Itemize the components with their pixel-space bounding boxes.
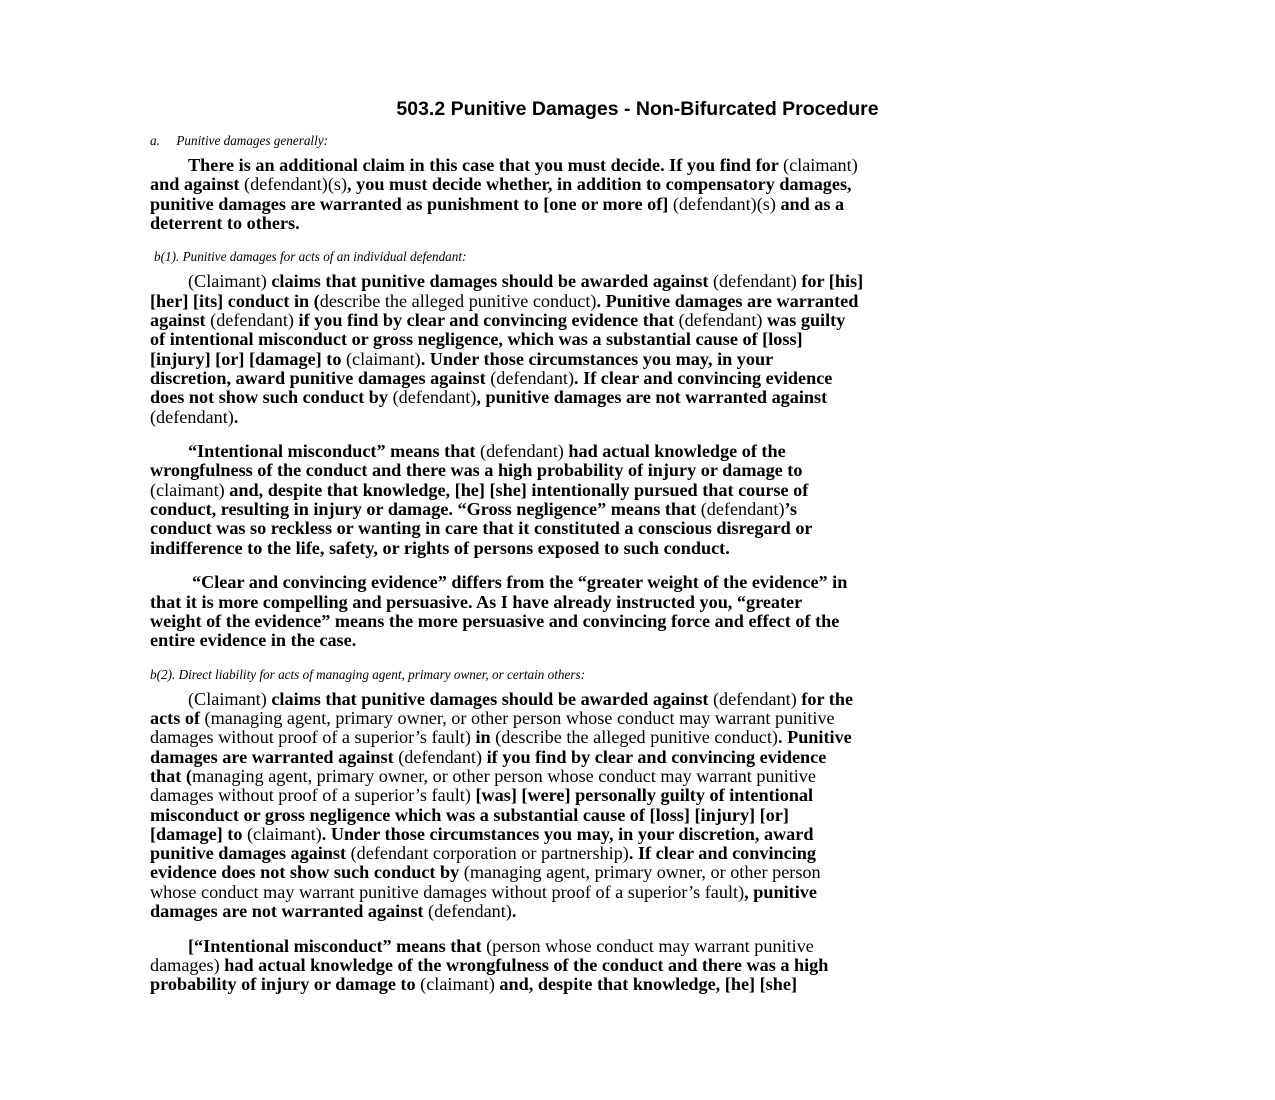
paragraph-line xyxy=(150,311,1125,330)
placeholder-text: (claimant) xyxy=(150,479,230,500)
placeholder-text: (defendant corporation or partnership) xyxy=(350,843,629,864)
paragraph-line xyxy=(150,214,1125,233)
placeholder-text: (managing agent, primary owner, or other person xyxy=(463,862,821,883)
bold-text: misconduct or gross negligence which was a substantial cause of [loss] [injury] [or] xyxy=(150,804,789,825)
placeholder-text: damages) xyxy=(150,954,225,975)
bold-text: had actual knowledge of the xyxy=(568,441,786,462)
bold-text: of intentional misconduct or gross negligence, which was a substantial cause of [loss] xyxy=(150,329,803,350)
bold-text: discretion, award punitive damages against xyxy=(150,367,491,388)
bold-text: There is an additional claim in this case that you must decide. If you find for xyxy=(188,155,784,175)
placeholder-text: (defendant) xyxy=(480,441,569,462)
bold-text: , you must decide whether, in addition to compensatory damages, xyxy=(347,174,852,195)
paragraph-line xyxy=(150,330,1125,349)
bold-text: claims that punitive damages should be awarded against xyxy=(271,688,713,709)
bold-text: acts of xyxy=(150,708,205,729)
paragraph-line xyxy=(150,612,1125,631)
paragraph-line xyxy=(150,883,1125,902)
bold-text: . Punitive xyxy=(777,727,852,748)
bold-text: entire evidence in the case. xyxy=(150,630,357,651)
bold-text: . xyxy=(511,900,517,921)
paragraph-line xyxy=(150,806,1125,825)
bold-text: . Punitive damages are warranted xyxy=(596,290,859,311)
bold-text: [injury] [or] [damage] to xyxy=(150,348,346,369)
bold-text: does not show such conduct by xyxy=(150,387,393,408)
bold-text: deterrent to others. xyxy=(150,212,300,233)
bold-text: . Under those circumstances you may, in your discretion, award xyxy=(321,823,814,844)
placeholder-text: (defendant) xyxy=(210,310,299,331)
paragraph-line xyxy=(150,500,1125,519)
bold-text: evidence does not show such conduct by xyxy=(150,862,464,883)
section-heading: b(1). Punitive damages for acts of an individual defendant: xyxy=(154,249,467,265)
bold-text: . If clear and convincing xyxy=(628,843,816,864)
bold-text: ’s xyxy=(784,499,797,520)
bold-text: punitive damages are warranted as punishment to [one or more of] xyxy=(150,193,673,214)
paragraph-line xyxy=(150,937,1125,956)
bold-text: and against xyxy=(150,174,245,195)
bold-text: for the xyxy=(801,688,854,709)
paragraph-line xyxy=(150,175,1125,194)
paragraph-line xyxy=(150,539,1125,558)
instruction-paragraph xyxy=(150,156,1125,233)
paragraph-line xyxy=(150,272,1125,291)
section-heading: a. Punitive damages generally: xyxy=(150,133,328,148)
bold-text: [“Intentional misconduct” means that xyxy=(188,935,487,956)
bold-text: for [his] xyxy=(801,271,864,292)
placeholder-text: (defendant) xyxy=(428,900,512,921)
placeholder-text: (claimant) xyxy=(783,155,858,175)
bold-text: [her] [its] conduct in ( xyxy=(150,290,320,311)
bold-text: weight of the evidence” means the more persuasive and convincing force and effect of the xyxy=(150,610,840,631)
paragraph-line xyxy=(150,350,1125,369)
paragraph-line xyxy=(150,408,1125,427)
instruction-paragraph xyxy=(150,937,1125,995)
placeholder-text: (defendant) xyxy=(678,310,767,331)
placeholder-text: (defendant)(s) xyxy=(672,193,776,214)
bold-text: was guilty xyxy=(767,310,846,331)
paragraph-line xyxy=(150,844,1125,863)
paragraph-line xyxy=(150,748,1125,767)
paragraph-line xyxy=(150,593,1125,612)
bold-text: [damage] to xyxy=(150,823,247,844)
bold-text: wrongfulness of the conduct and there was a high probability of injury or damage to xyxy=(150,460,803,481)
bold-text: and, despite that knowledge, [he] [she] intentionally pursued that course of xyxy=(229,479,809,500)
bold-text: in xyxy=(475,727,496,748)
page-title: 503.2 Punitive Damages - Non-Bifurcated Procedure xyxy=(396,98,879,120)
placeholder-text: (defendant) xyxy=(398,746,487,767)
placeholder-text: (person whose conduct may warrant punitive xyxy=(486,935,814,956)
placeholder-text: (defendant) xyxy=(712,688,802,709)
bold-text: indifference to the life, safety, or rights of persons exposed to such conduct. xyxy=(150,537,730,558)
bold-text: and, despite that knowledge, [he] [she] xyxy=(499,974,798,995)
paragraph-line xyxy=(150,863,1125,882)
bold-text: punitive damages against xyxy=(150,843,351,864)
placeholder-text: damages without proof of a superior’s fault) xyxy=(150,727,476,748)
bold-text: . Under those circumstances you may, in your xyxy=(420,348,774,369)
paragraph-line xyxy=(150,519,1125,538)
bold-text: , punitive damages are not warranted against xyxy=(476,387,828,408)
bold-text: damages are warranted against xyxy=(150,746,399,767)
paragraph-line xyxy=(150,461,1125,480)
placeholder-text: managing agent, primary owner, or other person whose conduct may warrant punitive xyxy=(191,765,816,786)
placeholder-text: describe the alleged punitive conduct) xyxy=(319,290,597,311)
paragraph-line xyxy=(150,292,1125,311)
bold-text: if you find by clear and convincing evidence that xyxy=(298,310,679,331)
paragraph-line xyxy=(150,825,1125,844)
bold-text: “Clear and convincing evidence” differs from the “greater weight of the evidence” in xyxy=(192,572,848,593)
bold-text: if you find by clear and convincing evidence xyxy=(486,746,827,767)
placeholder-text: damages without proof of a superior’s fault) xyxy=(150,785,476,806)
placeholder-text: (defendant)(s) xyxy=(244,174,348,195)
placeholder-text: (managing agent, primary owner, or other person whose conduct may warrant punitive xyxy=(204,708,835,729)
paragraph-line xyxy=(150,369,1125,388)
section-heading: b(2). Direct liability for acts of managing agent, primary owner, or certain others: xyxy=(150,666,586,682)
instruction-paragraph xyxy=(150,272,1125,426)
paragraph-line xyxy=(150,481,1125,500)
bold-text: conduct was so reckless or wanting in care that it constituted a conscious disregard or xyxy=(150,518,813,539)
paragraph-line xyxy=(150,195,1125,214)
paragraph-line xyxy=(150,975,1125,994)
paragraph-line xyxy=(150,631,1125,650)
placeholder-text: (Claimant) xyxy=(188,271,272,292)
paragraph-line xyxy=(150,709,1125,728)
paragraph-line xyxy=(150,690,1125,709)
paragraph-line xyxy=(150,902,1125,921)
instruction-paragraph xyxy=(150,573,1125,650)
paragraph-line xyxy=(150,956,1125,975)
placeholder-text: (defendant) xyxy=(150,406,234,427)
bold-text: that it is more compelling and persuasive. As I have already instructed you, “greater xyxy=(150,591,803,612)
placeholder-text: (describe the alleged punitive conduct) xyxy=(495,727,778,748)
placeholder-text: whose conduct may warrant punitive damages without proof of a superior’s fault) xyxy=(150,881,745,902)
bold-text: probability of injury or damage to xyxy=(150,974,421,995)
bold-text: [was] [were] personally guilty of intentional xyxy=(475,785,814,806)
bold-text: that ( xyxy=(150,765,192,786)
placeholder-text: (Claimant) xyxy=(188,688,272,709)
instruction-paragraph xyxy=(150,442,1125,558)
paragraph-line xyxy=(150,388,1125,407)
instruction-paragraph xyxy=(150,690,1125,922)
bold-text: claims that punitive damages should be awarded against xyxy=(271,271,713,292)
bold-text: . xyxy=(233,406,239,427)
paragraph-line xyxy=(150,442,1125,461)
placeholder-text: (claimant) xyxy=(246,823,322,844)
placeholder-text: (claimant) xyxy=(345,348,421,369)
bold-text: . If clear and convincing evidence xyxy=(574,367,833,388)
paragraph-line xyxy=(150,728,1125,747)
paragraph-line xyxy=(150,573,1125,592)
bold-text: conduct, resulting in injury or damage. “Gross negligence” means that xyxy=(150,499,701,520)
document-body xyxy=(150,132,1125,994)
placeholder-text: (defendant) xyxy=(392,387,477,408)
paragraph-line xyxy=(150,156,1125,175)
placeholder-text: (defendant) xyxy=(490,367,575,388)
paragraph-line xyxy=(150,767,1125,786)
bold-text: and as a xyxy=(775,193,845,214)
bold-text: “Intentional misconduct” means that xyxy=(188,441,481,462)
bold-text: had actual knowledge of the wrongfulness of the conduct and there was a high xyxy=(224,954,829,975)
placeholder-text: (defendant) xyxy=(712,271,802,292)
placeholder-text: (defendant) xyxy=(700,499,785,520)
bold-text: , punitive xyxy=(744,881,817,902)
bold-text: damages are not warranted against xyxy=(150,900,429,921)
paragraph-line xyxy=(150,786,1125,805)
placeholder-text: (claimant) xyxy=(420,974,500,995)
bold-text: against xyxy=(150,310,211,331)
